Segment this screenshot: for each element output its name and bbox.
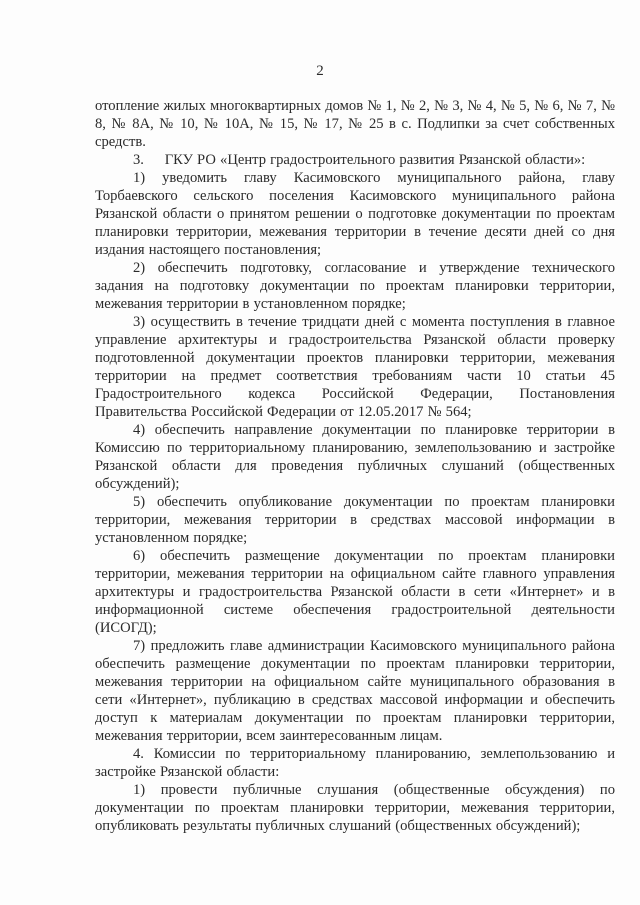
paragraph-item-3-2: 2) обеспечить подготовку, согласование и утверждение технического задания на подготовку документации по проектам планировки территории, межевания территории в установленном порядке;	[95, 260, 615, 312]
document-body	[95, 97, 615, 835]
paragraph-item-4: 4. Комиссии по территориальному планированию, землепользованию и застройке Рязанской области:	[95, 746, 615, 780]
paragraph-item-3-6: 6) обеспечить размещение документации по проектам планировки территории, межевания территории на официальном сайте главного управления архитектуры и градостроительства Рязанской области в сети «Интернет» и в информационной системе обеспечения градостроительной деятельности (ИСОГД);	[95, 548, 615, 636]
paragraph-item-3: 3. ГКУ РО «Центр градостроительного развития Рязанской области»:	[133, 152, 586, 168]
paragraph-item-3-5: 5) обеспечить опубликование документации по проектам планировки территории, межевания территории в средствах массовой информации в установленном порядке;	[95, 494, 615, 546]
paragraph-continuation: отопление жилых многоквартирных домов № 1, № 2, № 3, № 4, № 5, № 6, № 7, № 8, № 8А, № 10, № 10А, № 15, № 17, № 25 в с. Подлипки за счет собственных средств.	[95, 98, 615, 150]
paragraph-item-4-1: 1) провести публичные слушания (общественные обсуждения) по документации по проектам планировки территории, межевания территории, опубликовать результаты публичных слушаний (общественных обсуждений);	[95, 782, 615, 834]
paragraph-item-3-3: 3) осуществить в течение тридцати дней с момента поступления в главное управление архитектуры и градостроительства Рязанской области проверку подготовленной документации проектов планировки территории, межевания территории на предмет соответствия требованиям части 10 статьи 45 Градостроительного кодекса Российской Федерации, Постановления Правительства Российской Федерации от 12.05.2017 № 564;	[95, 314, 615, 420]
paragraph-item-3-7: 7) предложить главе администрации Касимовского муниципального района обеспечить размещение документации по проектам планировки территории, межевания территории на официальном сайте муниципального образования в сети «Интернет», публикацию в средствах массовой информации и обеспечить доступ к материалам документации по проектам планировки территории, межевания территории, всем заинтересованным лицам.	[95, 638, 615, 744]
paragraph-item-3-1: 1) уведомить главу Касимовского муниципального района, главу Торбаевского сельского поселения Касимовского муниципального района Рязанской области о принятом решении о подготовке документации по проектам планировки территории, межевания территории в течение десяти дней со дня издания настоящего постановления;	[95, 170, 615, 258]
page-number: 2	[316, 63, 324, 79]
paragraph-item-3-4: 4) обеспечить направление документации по планировке территории в Комиссию по территориальному планированию, землепользованию и застройке Рязанской области для проведения публичных слушаний (общественных обсуждений);	[95, 422, 615, 492]
